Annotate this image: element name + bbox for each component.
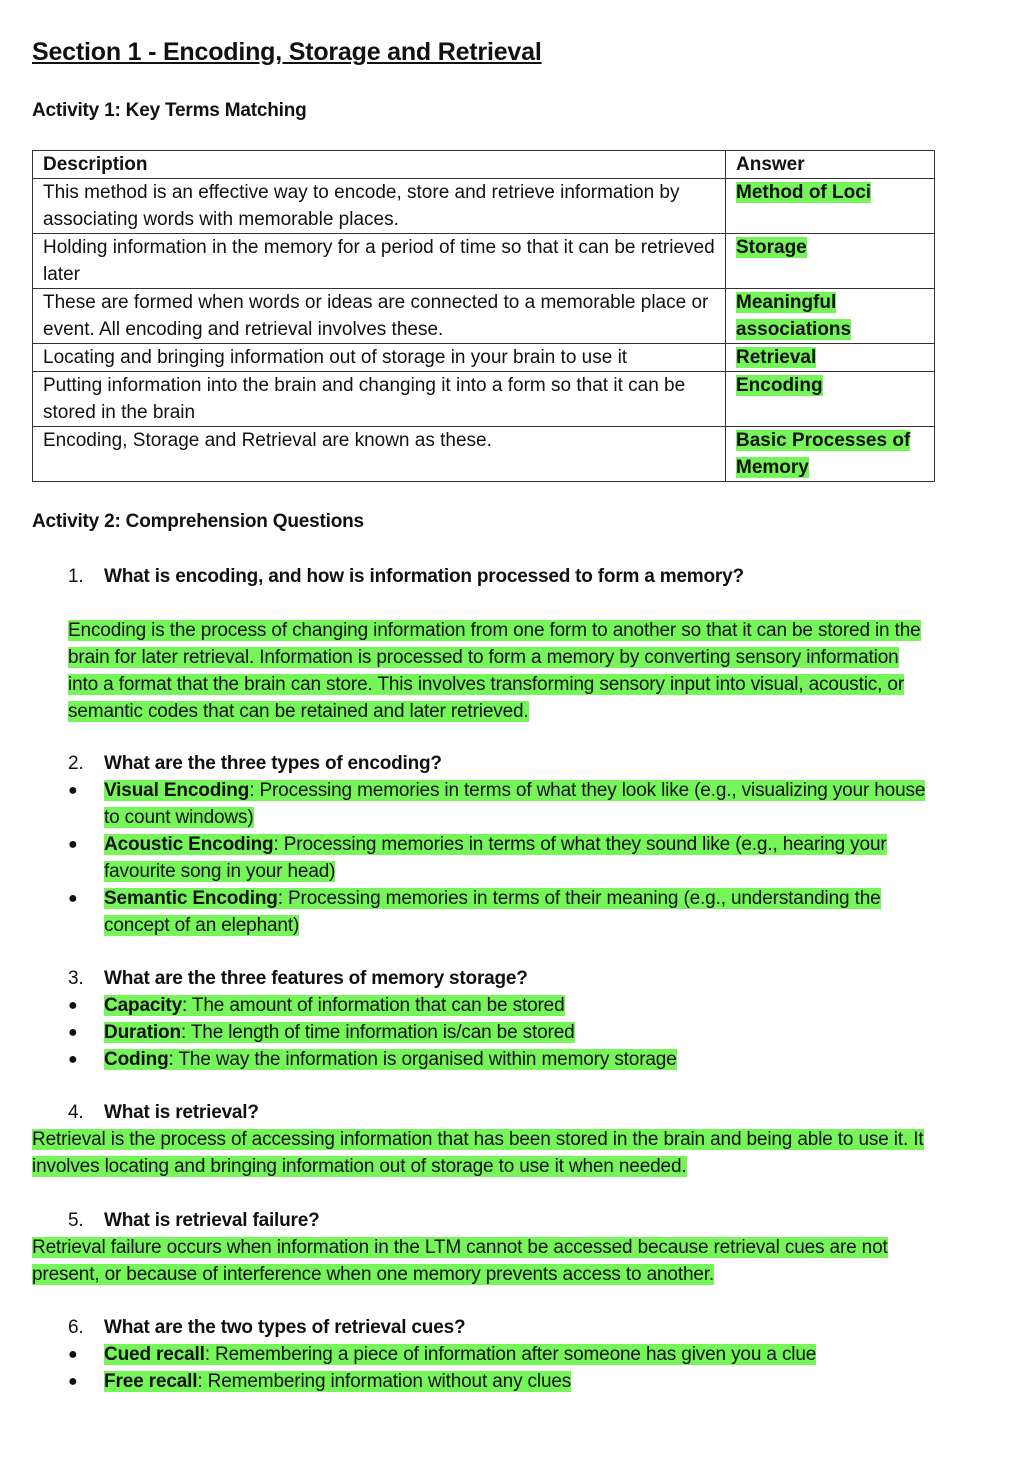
bullet-icon: ● [68, 997, 78, 1014]
bullet-text: : Processing memories in terms of what they look like (e.g., visualizing your house to count windows) [104, 780, 926, 828]
description-cell: Holding information in the memory for a period of time so that it can be retrieved later [33, 234, 726, 289]
description-cell: This method is an effective way to encode, store and retrieve information by associating words with memorable places. [33, 179, 726, 234]
answer-paragraph-4 [32, 1126, 932, 1180]
storage-features-list [68, 992, 938, 1073]
bullet-text: : Processing memories in terms of their meaning (e.g., understanding the concept of an elephant) [104, 888, 881, 936]
description-cell: These are formed when words or ideas are connected to a memorable place or event. All encoding and retrieval involves these. [33, 289, 726, 344]
table-header-row [33, 151, 935, 179]
list-item [68, 777, 938, 831]
answer-paragraph-5 [32, 1234, 932, 1288]
answer-text: Storage [736, 237, 807, 258]
answer-cell [726, 179, 935, 234]
bullet-term: Free recall [104, 1371, 198, 1392]
answer-text: Retrieval [736, 347, 817, 368]
bullet-icon: ● [68, 836, 78, 853]
bullet-text: : The way the information is organised within memory storage [168, 1049, 677, 1070]
question-text: What is encoding, and how is information processed to form a memory? [104, 566, 744, 587]
answer-cell [726, 289, 935, 344]
activity1-heading: Activity 1: Key Terms Matching [32, 100, 307, 121]
answer-text: Basic Processes of Memory [736, 430, 911, 478]
list-item [68, 1046, 938, 1073]
bullet-term: Visual Encoding [104, 780, 250, 801]
question-number: 2. [68, 753, 84, 774]
bullet-text: : The length of time information is/can be stored [180, 1022, 575, 1043]
question-number: 1. [68, 566, 84, 587]
answer-text: Meaningful associations [736, 292, 852, 340]
list-item [68, 1019, 938, 1046]
encoding-types-list [68, 777, 938, 939]
table-row [33, 372, 935, 427]
description-cell: Encoding, Storage and Retrieval are known as these. [33, 427, 726, 482]
bullet-icon: ● [68, 1051, 78, 1068]
table-row [33, 234, 935, 289]
question-6 [68, 1314, 465, 1341]
description-cell: Locating and bringing information out of storage in your brain to use it [33, 344, 726, 372]
question-5 [68, 1207, 319, 1234]
table-row [33, 289, 935, 344]
table-row [33, 179, 935, 234]
bullet-term: Acoustic Encoding [104, 834, 274, 855]
list-item [68, 885, 938, 939]
list-item [68, 1368, 938, 1395]
answer-cell [726, 427, 935, 482]
question-2 [68, 750, 442, 777]
question-number: 5. [68, 1210, 84, 1231]
answer-cell [726, 234, 935, 289]
question-text: What are the three types of encoding? [104, 753, 442, 774]
bullet-text: : Remembering a piece of information after someone has given you a clue [204, 1344, 817, 1365]
column-header-description: Description [33, 151, 726, 179]
bullet-icon: ● [68, 1373, 78, 1390]
question-number: 4. [68, 1102, 84, 1123]
answer-text: Retrieval failure occurs when information in the LTM cannot be accessed because retrieval cues are not present, or because of interference when one memory prevents access to another. [32, 1237, 888, 1285]
list-item [68, 831, 938, 885]
question-text: What are the three features of memory storage? [104, 968, 528, 989]
question-text: What is retrieval failure? [104, 1210, 320, 1231]
bullet-text: : Remembering information without any clues [197, 1371, 572, 1392]
answer-text: Encoding [736, 375, 823, 396]
question-3 [68, 965, 528, 992]
question-text: What is retrieval? [104, 1102, 259, 1123]
bullet-icon: ● [68, 1346, 78, 1363]
answer-paragraph-1 [68, 617, 928, 725]
bullet-term: Semantic Encoding [104, 888, 278, 909]
answer-cell [726, 344, 935, 372]
answer-text: Retrieval is the process of accessing information that has been stored in the brain and being able to use it. It involves locating and bringing information out of storage to use it when needed. [32, 1129, 924, 1177]
list-item [68, 1341, 938, 1368]
description-cell: Putting information into the brain and changing it into a form so that it can be stored in the brain [33, 372, 726, 427]
question-number: 3. [68, 968, 84, 989]
answer-cell [726, 372, 935, 427]
bullet-icon: ● [68, 782, 78, 799]
list-item [68, 992, 938, 1019]
key-terms-table [32, 150, 935, 482]
question-4 [68, 1099, 259, 1126]
question-number: 6. [68, 1317, 84, 1338]
bullet-icon: ● [68, 890, 78, 907]
answer-text: Encoding is the process of changing information from one form to another so that it can be stored in the brain for later retrieval. Information is processed to form a memory by converting sensory information into a format that the brain can store. This involves transforming sensory input into visual, acoustic, or semantic codes that can be retained and later retrieved. [68, 620, 921, 722]
table-row [33, 427, 935, 482]
bullet-term: Cued recall [104, 1344, 205, 1365]
bullet-term: Capacity [104, 995, 183, 1016]
bullet-term: Coding [104, 1049, 169, 1070]
bullet-icon: ● [68, 1024, 78, 1041]
bullet-text: : The amount of information that can be stored [182, 995, 565, 1016]
bullet-text: : Processing memories in terms of what they sound like (e.g., hearing your favourite song in your head) [104, 834, 887, 882]
question-1 [68, 563, 744, 590]
answer-text: Method of Loci [736, 182, 872, 203]
retrieval-cues-list [68, 1341, 938, 1395]
table-row [33, 344, 935, 372]
activity2-heading: Activity 2: Comprehension Questions [32, 511, 364, 532]
column-header-answer: Answer [726, 151, 935, 179]
question-text: What are the two types of retrieval cues? [104, 1317, 466, 1338]
section-title: Section 1 - Encoding, Storage and Retrieval [32, 38, 542, 66]
bullet-term: Duration [104, 1022, 181, 1043]
